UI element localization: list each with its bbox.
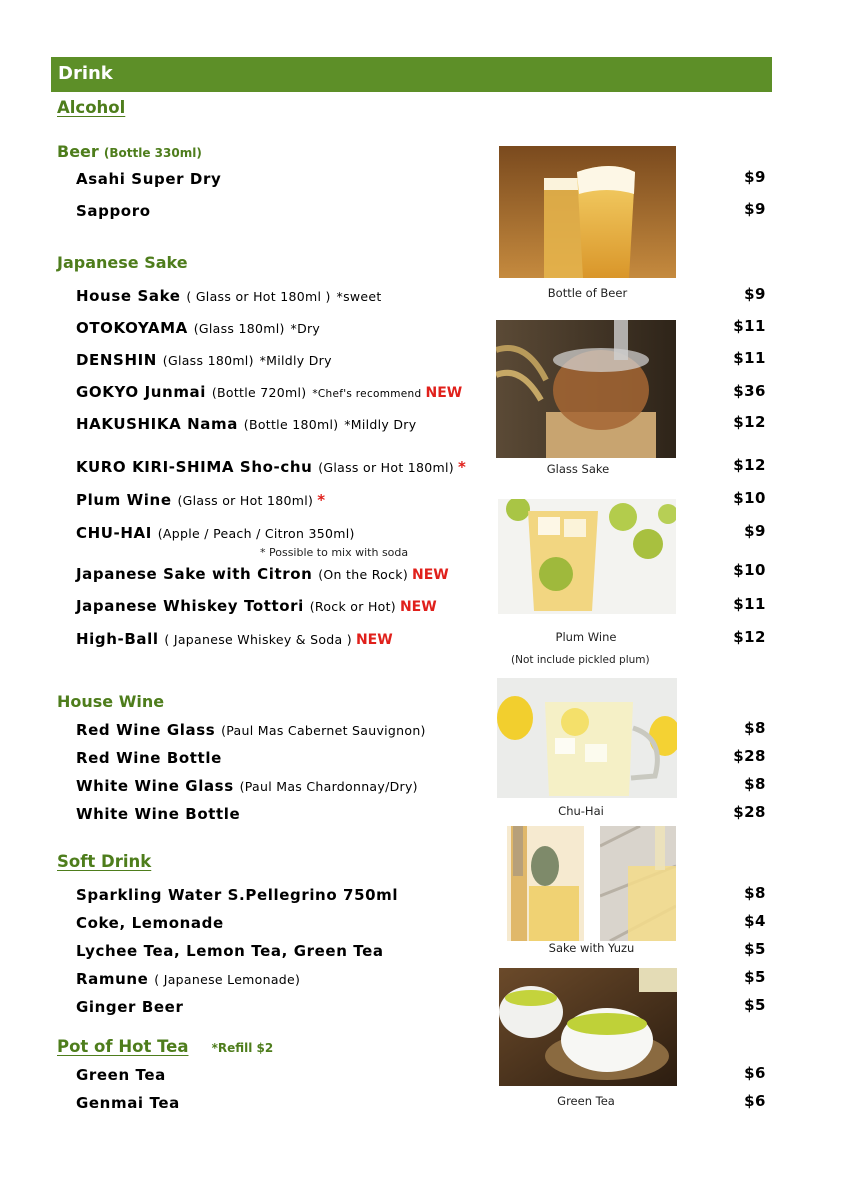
menu-item: Coke, Lemonade — [76, 914, 224, 932]
section-title-tea: Pot of Hot Tea — [57, 1037, 189, 1056]
caption-glass-sake: Glass Sake — [546, 462, 610, 476]
menu-item: Sapporo — [76, 202, 151, 220]
section-title-alcohol: Alcohol — [57, 98, 126, 117]
wine-title: House Wine — [57, 692, 165, 711]
caption-chu-hai: Chu-Hai — [558, 804, 604, 818]
price: $28 — [733, 803, 766, 821]
section-header-drink — [51, 57, 772, 92]
menu-item: Plum Wine (Glass or Hot 180ml) * — [76, 491, 326, 509]
menu-item: High-Ball ( Japanese Whiskey & Soda ) NEW — [76, 630, 393, 648]
price: $9 — [744, 168, 766, 186]
price: $9 — [744, 285, 766, 303]
beer-heading — [57, 142, 202, 161]
menu-item: OTOKOYAMA (Glass 180ml) *Dry — [76, 319, 321, 337]
price: $8 — [744, 775, 766, 793]
price: $36 — [733, 382, 766, 400]
price: $10 — [733, 561, 766, 579]
price: $6 — [744, 1092, 766, 1110]
price: $5 — [744, 940, 766, 958]
beer-note: (Bottle 330ml) — [103, 146, 202, 160]
sake-title: Japanese Sake — [57, 253, 188, 272]
menu-item: Sparkling Water S.Pellegrino 750ml — [76, 886, 399, 904]
glass-sake-photo — [496, 320, 676, 458]
menu-item: DENSHIN (Glass 180ml) *Mildly Dry — [76, 351, 332, 369]
price: $9 — [744, 522, 766, 540]
caption-plum-note: (Not include pickled plum) — [511, 654, 650, 666]
yuzu-bottle-photo — [507, 826, 584, 941]
menu-item: GOKYO Junmai (Bottle 720ml) *Chef's recommend NEW — [76, 383, 463, 401]
menu-item: Red Wine Bottle — [76, 749, 222, 767]
header-title: Drink — [58, 63, 113, 84]
menu-item: Asahi Super Dry — [76, 170, 222, 188]
price: $11 — [733, 349, 766, 367]
new-badge: NEW — [412, 567, 449, 583]
beer-photo — [499, 146, 676, 278]
price: $5 — [744, 968, 766, 986]
caption-beer: Bottle of Beer — [547, 286, 628, 300]
price: $5 — [744, 996, 766, 1014]
mix-note: * Possible to mix with soda — [260, 546, 409, 559]
menu-item: HAKUSHIKA Nama (Bottle 180ml) *Mildly Dry — [76, 415, 417, 433]
menu-item: House Sake ( Glass or Hot 180ml ) *sweet — [76, 287, 382, 305]
section-title-soft-drink: Soft Drink — [57, 852, 152, 871]
price: $28 — [733, 747, 766, 765]
menu-item: White Wine Bottle — [76, 805, 241, 823]
chu-hai-photo — [497, 678, 677, 798]
price: $9 — [744, 200, 766, 218]
yuzu-glass-photo — [600, 826, 676, 941]
caption-plum-wine: Plum Wine — [555, 630, 617, 644]
price: $11 — [733, 317, 766, 335]
new-badge: NEW — [399, 599, 437, 615]
menu-item: Green Tea — [76, 1066, 166, 1084]
price: $11 — [733, 595, 766, 613]
menu-item: Japanese Sake with Citron (On the Rock) NEW — [76, 565, 449, 583]
menu-item: White Wine Glass (Paul Mas Chardonnay/Dry) — [76, 777, 418, 795]
menu-item: Genmai Tea — [76, 1094, 180, 1112]
price: $12 — [733, 413, 766, 431]
price: $10 — [733, 489, 766, 507]
price: $4 — [744, 912, 766, 930]
price: $12 — [733, 628, 766, 646]
menu-item: Red Wine Glass (Paul Mas Cabernet Sauvignon) — [76, 721, 426, 739]
menu-item: Lychee Tea, Lemon Tea, Green Tea — [76, 942, 384, 960]
new-badge: NEW — [355, 632, 393, 648]
menu-item: KURO KIRI-SHIMA Sho-chu (Glass or Hot 180ml) * — [76, 458, 467, 476]
caption-green-tea: Green Tea — [557, 1094, 615, 1108]
beer-title: Beer — [57, 142, 99, 161]
plum-wine-photo — [498, 499, 676, 614]
menu-item: CHU-HAI (Apple / Peach / Citron 350ml) — [76, 524, 355, 542]
price: $8 — [744, 719, 766, 737]
green-tea-photo — [499, 968, 677, 1086]
menu-item: Ramune ( Japanese Lemonade) — [76, 970, 301, 988]
menu-item: Japanese Whiskey Tottori (Rock or Hot) NEW — [76, 597, 437, 615]
refill-note: *Refill $2 — [211, 1041, 274, 1055]
price: $8 — [744, 884, 766, 902]
price: $6 — [744, 1064, 766, 1082]
new-badge: NEW — [425, 385, 463, 401]
caption-yuzu: Sake with Yuzu — [548, 941, 635, 955]
menu-item: Ginger Beer — [76, 998, 184, 1016]
price: $12 — [733, 456, 766, 474]
tea-heading — [57, 1037, 273, 1056]
